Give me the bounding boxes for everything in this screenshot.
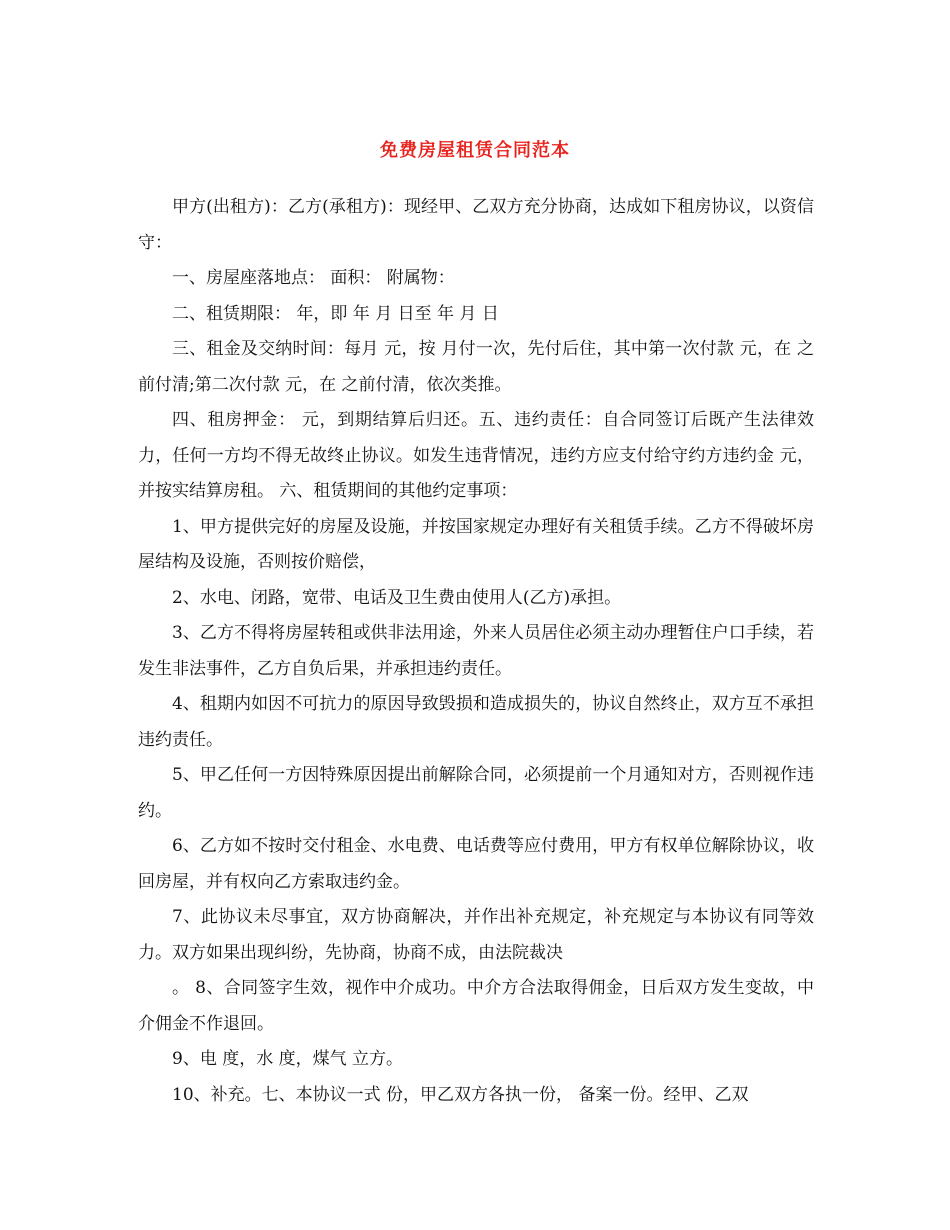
paragraph-clause-2-term: 二、租赁期限： 年，即 年 月 日至 年 月 日 [172,303,499,324]
paragraph-clause-4-deposit: 四、租房押金： 元，到期结算后归还。五、违约责任：自合同签订后既产生法律效力，任何一方均不得无故终止协议。如发生违背情况，违约方应支付给守约方违约金 元，并按实结算房租。 六、租赁期间的其他约定事项： [138,410,814,501]
document-title: 免费房屋租赁合同范本 [380,140,570,162]
paragraph-intro: 甲方(出租方)：乙方(承租方)：现经甲、乙双方充分协商，达成如下租房协议，以资信守： [138,197,814,253]
document-body [138,190,814,1113]
paragraph-item-9: 9、电 度，水 度，煤气 立方。 [172,1049,404,1069]
paragraph-clause-3-rent: 三、租金及交纳时间：每月 元，按 月付一次，先付后住，其中第一次付款 元，在 之前付清;第二次付款 元，在 之前付清，依次类推。 [138,339,814,395]
paragraph-item-6: 6、乙方如不按时交付租金、水电费、电话费等应付费用，甲方有权单位解除协议，收回房屋，并有权向乙方索取违约金。 [138,836,814,892]
paragraph-item-3: 3、乙方不得将房屋转租或供非法用途，外来人员居住必须主动办理暂住户口手续，若发生非法事件，乙方自负后果，并承担违约责任。 [138,623,814,679]
paragraph-clause-1-location: 一、房屋座落地点： 面积： 附属物： [172,268,455,288]
paragraph-item-8: 。 8、合同签字生效，视作中介成功。中介方合法取得佣金，日后双方发生变故，中介佣金不作退回。 [138,978,814,1034]
paragraph-item-2: 2、水电、闭路，宽带、电话及卫生费由使用人(乙方)承担。 [172,587,622,608]
paragraph-item-10: 10、补充。七、本协议一式 份，甲乙双方各执一份， 备案一份。经甲、乙双 [172,1084,749,1105]
paragraph-item-5: 5、甲乙任何一方因特殊原因提出前解除合同，必须提前一个月通知对方，否则视作违约。 [138,765,814,821]
paragraph-item-7: 7、此协议未尽事宜，双方协商解决，并作出补充规定，补充规定与本协议有同等效力。双方如果出现纠纷，先协商，协商不成，由法院裁决 [138,907,814,963]
paragraph-item-1: 1、甲方提供完好的房屋及设施，并按国家规定办理好有关租赁手续。乙方不得破坏房屋结构及设施，否则按价赔偿， [138,516,814,572]
paragraph-item-4: 4、租期内如因不可抗力的原因导致毁损和造成损失的，协议自然终止，双方互不承担违约责任。 [138,694,814,750]
